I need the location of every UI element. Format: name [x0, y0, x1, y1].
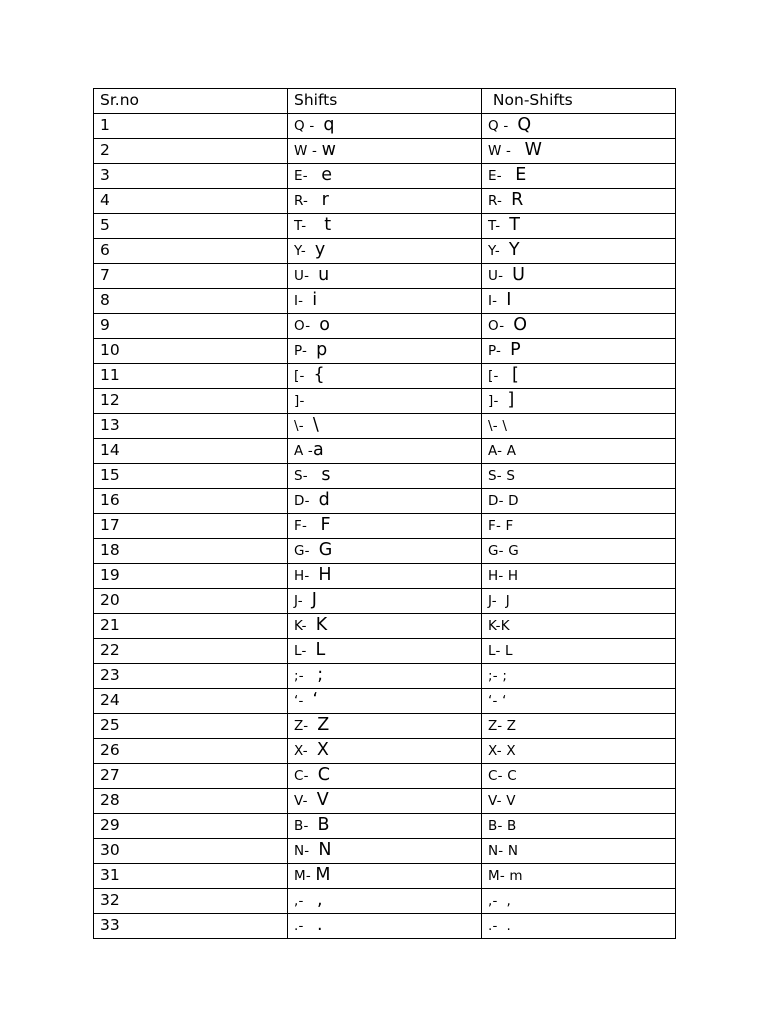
non-shifts-cell: [482, 138, 676, 163]
shift-output-char: L: [315, 639, 326, 660]
non-shift-key-label: \-: [488, 417, 503, 434]
non-shift-key-label: .-: [488, 917, 507, 934]
shift-output-char: w: [321, 139, 336, 160]
non-shift-output-char: ‘: [502, 692, 507, 709]
shift-output-char: N: [318, 839, 332, 860]
non-shift-output-char: A: [506, 442, 517, 459]
table-row: [94, 488, 676, 513]
table-row: [94, 688, 676, 713]
non-shifts-cell: [482, 163, 676, 188]
non-shift-key-label: ,-: [488, 892, 507, 909]
sr-no-cell: 21: [94, 613, 288, 638]
sr-no-cell: 23: [94, 663, 288, 688]
non-shift-output-char: .: [506, 917, 512, 934]
non-shift-key-label: K-: [488, 617, 501, 634]
shift-key-label: S-: [294, 467, 322, 484]
table-row: [94, 888, 676, 913]
shift-key-label: F-: [294, 517, 321, 534]
shift-output-char: d: [318, 489, 330, 510]
non-shift-output-char: P: [510, 339, 521, 360]
non-shift-key-label: O-: [488, 317, 514, 334]
shift-key-label: ‘-: [294, 692, 313, 709]
shifts-cell: [288, 763, 482, 788]
non-shifts-cell: [482, 738, 676, 763]
shift-output-char: J: [311, 589, 317, 610]
non-shifts-cell: [482, 638, 676, 663]
sr-no-cell: 28: [94, 788, 288, 813]
table-row: [94, 113, 676, 138]
shift-output-char: V: [316, 789, 329, 810]
document-page: [93, 88, 675, 939]
shift-key-label: O-: [294, 317, 320, 334]
non-shifts-cell: [482, 238, 676, 263]
sr-no-cell: 13: [94, 413, 288, 438]
sr-no-cell: 8: [94, 288, 288, 313]
sr-no-cell: 4: [94, 188, 288, 213]
shift-key-label: .-: [294, 917, 318, 934]
shift-output-char: ;: [317, 664, 324, 685]
shifts-cell: [288, 513, 482, 538]
non-shift-output-char: F: [505, 517, 514, 534]
shifts-cell: [288, 313, 482, 338]
non-shifts-cell: [482, 338, 676, 363]
shift-key-label: N-: [294, 842, 319, 859]
sr-no-cell: 2: [94, 138, 288, 163]
non-shift-output-char: Z: [506, 717, 517, 734]
non-shift-key-label: V-: [488, 792, 507, 809]
non-shifts-cell: [482, 288, 676, 313]
sr-no-cell: 27: [94, 763, 288, 788]
non-shift-output-char: X: [506, 742, 516, 759]
non-shifts-cell: [482, 488, 676, 513]
non-shift-key-label: E-: [488, 167, 516, 184]
shift-output-char: X: [316, 739, 329, 760]
table-row: [94, 163, 676, 188]
shift-output-char: i: [312, 289, 318, 310]
non-shift-key-label: J-: [488, 592, 506, 609]
shifts-cell: [288, 638, 482, 663]
non-shift-output-char: R: [511, 189, 524, 210]
sr-no-cell: 33: [94, 913, 288, 938]
table-row: [94, 788, 676, 813]
table-row: [94, 763, 676, 788]
shifts-cell: [288, 913, 482, 938]
shift-key-label: C-: [294, 767, 318, 784]
shifts-cell: [288, 738, 482, 763]
shift-key-label: W -: [294, 142, 322, 159]
non-shift-key-label: M-: [488, 867, 510, 884]
non-shifts-cell: [482, 538, 676, 563]
non-shift-key-label: D-: [488, 492, 509, 509]
shift-key-label: ;-: [294, 667, 318, 684]
table-row: [94, 813, 676, 838]
non-shifts-cell: [482, 713, 676, 738]
shifts-cell: [288, 538, 482, 563]
shift-key-label: U-: [294, 267, 319, 284]
non-shift-output-char: I: [506, 289, 512, 310]
non-shifts-cell: [482, 788, 676, 813]
header-shifts: Shifts: [288, 89, 482, 114]
non-shift-key-label: B-: [488, 817, 508, 834]
shift-output-char: p: [316, 339, 328, 360]
non-shift-key-label: S-: [488, 467, 507, 484]
shift-key-label: T-: [294, 217, 325, 234]
non-shift-output-char: [: [512, 364, 519, 385]
non-shift-output-char: W: [524, 139, 542, 160]
non-shifts-cell: [482, 588, 676, 613]
shift-key-label: E-: [294, 167, 322, 184]
shift-key-label: L-: [294, 642, 316, 659]
table-row: [94, 638, 676, 663]
non-shifts-cell: [482, 913, 676, 938]
non-shift-key-label: H-: [488, 567, 508, 584]
table-row: [94, 913, 676, 938]
table-row: [94, 463, 676, 488]
non-shift-output-char: H: [507, 567, 519, 584]
shift-output-char: r: [321, 189, 329, 210]
shifts-cell: [288, 888, 482, 913]
table-row: [94, 363, 676, 388]
sr-no-cell: 12: [94, 388, 288, 413]
non-shifts-cell: [482, 388, 676, 413]
non-shift-output-char: E: [515, 164, 527, 185]
shift-key-label: D-: [294, 492, 319, 509]
shifts-cell: [288, 438, 482, 463]
shifts-cell: [288, 463, 482, 488]
shifts-cell: [288, 388, 482, 413]
shifts-cell: [288, 213, 482, 238]
non-shifts-cell: [482, 263, 676, 288]
non-shift-key-label: U-: [488, 267, 513, 284]
shifts-cell: [288, 338, 482, 363]
shift-output-char: B: [317, 814, 330, 835]
non-shift-output-char: D: [508, 492, 519, 509]
shift-output-char: {: [313, 364, 325, 385]
non-shifts-cell: [482, 563, 676, 588]
table-row: [94, 138, 676, 163]
shift-output-char: u: [318, 264, 330, 285]
table-row: [94, 313, 676, 338]
non-shift-key-label: G-: [488, 542, 509, 559]
table-row: [94, 413, 676, 438]
non-shifts-cell: [482, 838, 676, 863]
non-shifts-cell: [482, 463, 676, 488]
sr-no-cell: 18: [94, 538, 288, 563]
non-shift-key-label: ]-: [488, 392, 508, 409]
non-shift-key-label: A-: [488, 442, 507, 459]
shift-output-char: Z: [317, 714, 330, 735]
shifts-cell: [288, 363, 482, 388]
sr-no-cell: 1: [94, 113, 288, 138]
sr-no-cell: 7: [94, 263, 288, 288]
table-row: [94, 588, 676, 613]
table-row: [94, 238, 676, 263]
non-shifts-cell: [482, 213, 676, 238]
non-shift-key-label: Y-: [488, 242, 509, 259]
table-row: [94, 513, 676, 538]
non-shift-output-char: ]: [507, 389, 515, 410]
shifts-cell: [288, 713, 482, 738]
non-shift-output-char: V: [506, 792, 516, 809]
table-row: [94, 838, 676, 863]
non-shift-key-label: L-: [488, 642, 506, 659]
sr-no-cell: 24: [94, 688, 288, 713]
shift-key-label: Y-: [294, 242, 315, 259]
sr-no-cell: 29: [94, 813, 288, 838]
table-row: [94, 263, 676, 288]
non-shift-output-char: Y: [508, 239, 520, 260]
sr-no-cell: 5: [94, 213, 288, 238]
shift-output-char: .: [317, 914, 323, 935]
shift-key-label: Q -: [294, 117, 324, 134]
sr-no-cell: 16: [94, 488, 288, 513]
shift-output-char: G: [318, 539, 333, 560]
non-shifts-cell: [482, 613, 676, 638]
shift-key-label: ,-: [294, 892, 318, 909]
header-non-shifts: Non-Shifts: [482, 89, 676, 114]
shifts-cell: [288, 113, 482, 138]
non-shift-key-label: T-: [488, 217, 510, 234]
non-shift-output-char: ,: [506, 892, 512, 909]
shifts-cell: [288, 563, 482, 588]
non-shift-output-char: C: [507, 767, 517, 784]
sr-no-cell: 26: [94, 738, 288, 763]
non-shifts-cell: [482, 188, 676, 213]
shifts-cell: [288, 263, 482, 288]
shifts-cell: [288, 588, 482, 613]
shift-output-char: o: [319, 314, 330, 335]
non-shift-output-char: J: [505, 592, 510, 609]
shift-key-label: J-: [294, 592, 312, 609]
non-shift-output-char: ;: [502, 667, 508, 684]
non-shift-output-char: m: [509, 867, 523, 884]
shift-key-label: B-: [294, 817, 318, 834]
shift-output-char: a: [313, 439, 324, 460]
shift-output-char: F: [320, 514, 331, 535]
non-shift-output-char: N: [507, 842, 519, 859]
shift-key-label: \-: [294, 417, 313, 434]
non-shift-output-char: Q: [517, 114, 532, 135]
non-shifts-cell: [482, 813, 676, 838]
non-shifts-cell: [482, 438, 676, 463]
non-shift-key-label: ‘-: [488, 692, 503, 709]
non-shift-output-char: L: [505, 642, 513, 659]
shifts-cell: [288, 163, 482, 188]
shifts-cell: [288, 488, 482, 513]
sr-no-cell: 30: [94, 838, 288, 863]
shift-key-label: P-: [294, 342, 317, 359]
non-shift-output-char: T: [509, 214, 520, 235]
non-shift-key-label: R-: [488, 192, 512, 209]
non-shift-output-char: O: [513, 314, 528, 335]
sr-no-cell: 17: [94, 513, 288, 538]
shifts-cell: [288, 413, 482, 438]
table-row: [94, 738, 676, 763]
non-shift-key-label: P-: [488, 342, 511, 359]
shifts-cell: [288, 613, 482, 638]
non-shift-output-char: \: [502, 417, 508, 434]
non-shift-output-char: G: [508, 542, 519, 559]
non-shift-output-char: K: [500, 617, 510, 634]
non-shift-key-label: [-: [488, 367, 513, 384]
table-row: [94, 663, 676, 688]
sr-no-cell: 31: [94, 863, 288, 888]
table-row: [94, 213, 676, 238]
table-row: [94, 538, 676, 563]
shifts-cell: [288, 788, 482, 813]
header-sr-no: Sr.no: [94, 89, 288, 114]
shifts-cell: [288, 663, 482, 688]
sr-no-cell: 22: [94, 638, 288, 663]
non-shifts-cell: [482, 688, 676, 713]
shifts-cell: [288, 288, 482, 313]
non-shift-key-label: F-: [488, 517, 506, 534]
shift-output-char: ‘: [312, 689, 319, 710]
shifts-cell: [288, 238, 482, 263]
non-shift-key-label: Q -: [488, 117, 518, 134]
non-shift-output-char: U: [512, 264, 525, 285]
shifts-cell: [288, 688, 482, 713]
table-row: [94, 288, 676, 313]
shifts-cell: [288, 138, 482, 163]
shift-key-label: Z-: [294, 717, 318, 734]
table-row: [94, 863, 676, 888]
non-shifts-cell: [482, 888, 676, 913]
table-row: [94, 563, 676, 588]
sr-no-cell: 15: [94, 463, 288, 488]
non-shift-output-char: B: [507, 817, 517, 834]
sr-no-cell: 9: [94, 313, 288, 338]
sr-no-cell: 14: [94, 438, 288, 463]
shift-output-char: \: [312, 414, 319, 435]
shift-output-char: ,: [317, 889, 323, 910]
table-header-row: [94, 89, 676, 114]
shift-key-label: K-: [294, 617, 316, 634]
shift-output-char: H: [318, 564, 332, 585]
non-shifts-cell: [482, 413, 676, 438]
sr-no-cell: 20: [94, 588, 288, 613]
sr-no-cell: 32: [94, 888, 288, 913]
non-shift-key-label: C-: [488, 767, 508, 784]
non-shifts-cell: [482, 113, 676, 138]
shift-output-char: q: [323, 114, 335, 135]
shift-output-char: e: [321, 164, 333, 185]
shift-output-char: y: [314, 239, 326, 260]
shift-key-label: X-: [294, 742, 317, 759]
non-shifts-cell: [482, 513, 676, 538]
table-row: [94, 713, 676, 738]
shifts-cell: [288, 838, 482, 863]
table-row: [94, 613, 676, 638]
shift-output-char: C: [317, 764, 330, 785]
non-shift-key-label: Z-: [488, 717, 507, 734]
table-row: [94, 438, 676, 463]
shift-key-label: [-: [294, 367, 314, 384]
sr-no-cell: 25: [94, 713, 288, 738]
non-shift-key-label: W -: [488, 142, 525, 159]
table-row: [94, 388, 676, 413]
shift-key-label: ]-: [294, 392, 305, 409]
non-shifts-cell: [482, 313, 676, 338]
non-shift-key-label: X-: [488, 742, 507, 759]
non-shift-key-label: N-: [488, 842, 508, 859]
sr-no-cell: 6: [94, 238, 288, 263]
shift-key-label: R-: [294, 192, 322, 209]
shift-key-label: H-: [294, 567, 319, 584]
shift-key-label: G-: [294, 542, 319, 559]
sr-no-cell: 10: [94, 338, 288, 363]
keyboard-shift-table: [93, 88, 676, 939]
shift-output-char: M: [315, 864, 331, 885]
shifts-cell: [288, 863, 482, 888]
shifts-cell: [288, 813, 482, 838]
non-shifts-cell: [482, 663, 676, 688]
table-row: [94, 188, 676, 213]
sr-no-cell: 3: [94, 163, 288, 188]
non-shift-output-char: S: [506, 467, 516, 484]
shift-key-label: M-: [294, 867, 316, 884]
sr-no-cell: 19: [94, 563, 288, 588]
non-shifts-cell: [482, 363, 676, 388]
shift-key-label: A -: [294, 442, 313, 459]
shift-key-label: V-: [294, 792, 317, 809]
shift-output-char: K: [315, 614, 328, 635]
table-row: [94, 338, 676, 363]
non-shifts-cell: [482, 863, 676, 888]
sr-no-cell: 11: [94, 363, 288, 388]
non-shift-key-label: ;-: [488, 667, 503, 684]
non-shifts-cell: [482, 763, 676, 788]
shift-output-char: s: [321, 464, 331, 485]
non-shift-key-label: I-: [488, 292, 507, 309]
shift-key-label: I-: [294, 292, 313, 309]
shift-output-char: t: [324, 214, 332, 235]
shifts-cell: [288, 188, 482, 213]
